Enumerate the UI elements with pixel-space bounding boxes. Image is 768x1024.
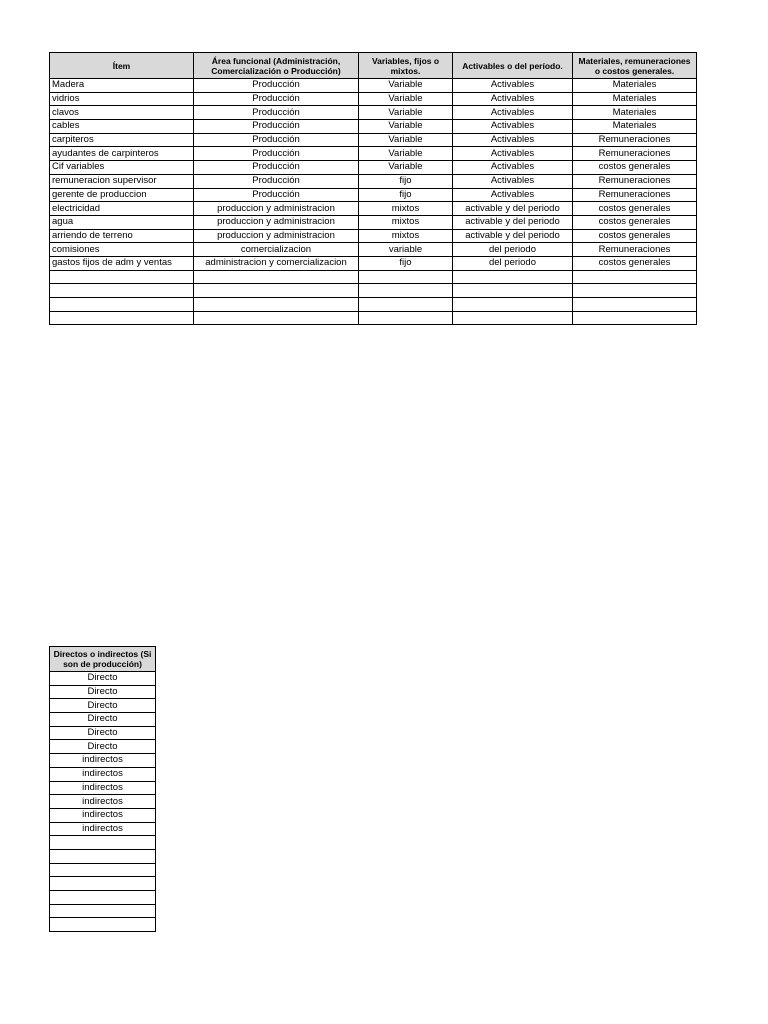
cell-direct-indirect[interactable] bbox=[50, 836, 156, 850]
table-row bbox=[50, 270, 697, 284]
cell-cost-type[interactable]: Remuneraciones bbox=[573, 174, 697, 188]
cell-functional-area[interactable]: produccion y administracion bbox=[194, 215, 359, 229]
table-row bbox=[50, 672, 156, 686]
cell-behavior[interactable]: Variable bbox=[359, 133, 453, 147]
table-row bbox=[50, 202, 697, 216]
header-capitalizable: Activables o del período. bbox=[453, 53, 573, 79]
cell-item[interactable]: electricidad bbox=[50, 202, 194, 216]
table-row bbox=[50, 863, 156, 877]
cell-capitalizable[interactable]: Activables bbox=[453, 120, 573, 134]
cell-functional-area[interactable]: Producción bbox=[194, 79, 359, 93]
cell-behavior[interactable]: mixtos bbox=[359, 229, 453, 243]
cell-functional-area[interactable]: produccion y administracion bbox=[194, 202, 359, 216]
cell-functional-area[interactable]: Producción bbox=[194, 133, 359, 147]
cell-item[interactable] bbox=[50, 270, 194, 284]
cell-direct-indirect[interactable]: indirectos bbox=[50, 781, 156, 795]
cell-direct-indirect[interactable]: indirectos bbox=[50, 754, 156, 768]
cell-capitalizable[interactable]: del periodo bbox=[453, 256, 573, 270]
cell-direct-indirect[interactable] bbox=[50, 863, 156, 877]
cell-behavior[interactable]: Variable bbox=[359, 147, 453, 161]
cell-item[interactable]: remuneracion supervisor bbox=[50, 174, 194, 188]
cell-behavior[interactable]: Variable bbox=[359, 92, 453, 106]
cell-direct-indirect[interactable]: indirectos bbox=[50, 808, 156, 822]
cell-item[interactable]: ayudantes de carpinteros bbox=[50, 147, 194, 161]
table-row bbox=[50, 767, 156, 781]
table-row bbox=[50, 133, 697, 147]
table-row bbox=[50, 685, 156, 699]
table-row bbox=[50, 849, 156, 863]
cell-functional-area[interactable]: Producción bbox=[194, 120, 359, 134]
cell-cost-type[interactable]: Remuneraciones bbox=[573, 243, 697, 257]
cell-direct-indirect[interactable] bbox=[50, 904, 156, 918]
table-row bbox=[50, 147, 697, 161]
cell-capitalizable[interactable]: Activables bbox=[453, 133, 573, 147]
header-cost-type: Materiales, remuneraciones o costos generales. bbox=[573, 53, 697, 79]
cell-cost-type[interactable] bbox=[573, 298, 697, 312]
cell-behavior[interactable]: mixtos bbox=[359, 215, 453, 229]
header-direct-indirect: Directos o indirectos (Si son de producción) bbox=[50, 647, 156, 672]
cell-direct-indirect[interactable] bbox=[50, 891, 156, 905]
table-row bbox=[50, 754, 156, 768]
cell-direct-indirect[interactable]: Directo bbox=[50, 713, 156, 727]
cell-item[interactable]: gastos fijos de adm y ventas bbox=[50, 256, 194, 270]
table-row bbox=[50, 836, 156, 850]
table-row bbox=[50, 699, 156, 713]
cell-item[interactable]: arriendo de terreno bbox=[50, 229, 194, 243]
cell-capitalizable[interactable]: Activables bbox=[453, 188, 573, 202]
table-row bbox=[50, 161, 697, 175]
cell-cost-type[interactable] bbox=[573, 311, 697, 325]
cell-capitalizable[interactable] bbox=[453, 298, 573, 312]
cell-functional-area[interactable]: Producción bbox=[194, 174, 359, 188]
cell-functional-area[interactable]: Producción bbox=[194, 161, 359, 175]
cell-cost-type[interactable]: costos generales bbox=[573, 161, 697, 175]
cell-functional-area[interactable]: comercializacion bbox=[194, 243, 359, 257]
table-row bbox=[50, 781, 156, 795]
cell-item[interactable] bbox=[50, 311, 194, 325]
cell-cost-type[interactable]: Materiales bbox=[573, 106, 697, 120]
cell-cost-type[interactable]: Remuneraciones bbox=[573, 147, 697, 161]
header-functional-area: Área funcional (Administración, Comercialización o Producción) bbox=[194, 53, 359, 79]
table-row bbox=[50, 298, 697, 312]
cell-cost-type[interactable] bbox=[573, 270, 697, 284]
cell-functional-area[interactable] bbox=[194, 298, 359, 312]
table-row bbox=[50, 311, 697, 325]
table-row bbox=[50, 92, 697, 106]
cell-item[interactable]: Cif variables bbox=[50, 161, 194, 175]
cell-behavior[interactable]: variable bbox=[359, 243, 453, 257]
cell-behavior[interactable]: Variable bbox=[359, 106, 453, 120]
header-behavior: Variables, fijos o mixtos. bbox=[359, 53, 453, 79]
cell-capitalizable[interactable]: activable y del periodo bbox=[453, 215, 573, 229]
cell-behavior[interactable]: Variable bbox=[359, 120, 453, 134]
table-row bbox=[50, 904, 156, 918]
cell-item[interactable]: gerente de produccion bbox=[50, 188, 194, 202]
cell-cost-type[interactable]: costos generales bbox=[573, 256, 697, 270]
header-item: Ítem bbox=[50, 53, 194, 79]
cell-functional-area[interactable]: Producción bbox=[194, 188, 359, 202]
cell-capitalizable[interactable]: Activables bbox=[453, 174, 573, 188]
cell-direct-indirect[interactable]: Directo bbox=[50, 699, 156, 713]
cell-capitalizable[interactable]: Activables bbox=[453, 92, 573, 106]
cell-item[interactable]: agua bbox=[50, 215, 194, 229]
cell-behavior[interactable] bbox=[359, 311, 453, 325]
cell-capitalizable[interactable]: activable y del periodo bbox=[453, 202, 573, 216]
cell-item[interactable] bbox=[50, 298, 194, 312]
cell-behavior[interactable]: fijo bbox=[359, 174, 453, 188]
cell-direct-indirect[interactable]: Directo bbox=[50, 672, 156, 686]
cell-cost-type[interactable]: Materiales bbox=[573, 92, 697, 106]
cell-capitalizable[interactable]: Activables bbox=[453, 147, 573, 161]
cell-direct-indirect[interactable] bbox=[50, 877, 156, 891]
table-row bbox=[50, 243, 697, 257]
table-row bbox=[50, 713, 156, 727]
cell-capitalizable[interactable] bbox=[453, 284, 573, 298]
table-row bbox=[50, 229, 697, 243]
table-row bbox=[50, 215, 697, 229]
cell-direct-indirect[interactable]: Directo bbox=[50, 685, 156, 699]
table-row bbox=[50, 822, 156, 836]
cell-item[interactable]: comisiones bbox=[50, 243, 194, 257]
cell-item[interactable]: clavos bbox=[50, 106, 194, 120]
cell-functional-area[interactable]: administracion y comercializacion bbox=[194, 256, 359, 270]
cell-capitalizable[interactable]: del periodo bbox=[453, 243, 573, 257]
cell-capitalizable[interactable] bbox=[453, 270, 573, 284]
cell-functional-area[interactable] bbox=[194, 284, 359, 298]
cell-direct-indirect[interactable] bbox=[50, 849, 156, 863]
cell-cost-type[interactable]: costos generales bbox=[573, 202, 697, 216]
cell-cost-type[interactable]: Remuneraciones bbox=[573, 133, 697, 147]
table-header-row bbox=[50, 647, 156, 672]
table-row bbox=[50, 726, 156, 740]
cell-capitalizable[interactable]: Activables bbox=[453, 161, 573, 175]
cell-functional-area[interactable] bbox=[194, 270, 359, 284]
cell-behavior[interactable]: fijo bbox=[359, 256, 453, 270]
table-row bbox=[50, 256, 697, 270]
cell-cost-type[interactable]: Remuneraciones bbox=[573, 188, 697, 202]
cell-functional-area[interactable]: Producción bbox=[194, 147, 359, 161]
cell-direct-indirect[interactable]: indirectos bbox=[50, 822, 156, 836]
cell-item[interactable] bbox=[50, 284, 194, 298]
cell-functional-area[interactable]: produccion y administracion bbox=[194, 229, 359, 243]
cell-cost-type[interactable]: costos generales bbox=[573, 215, 697, 229]
cell-behavior[interactable]: mixtos bbox=[359, 202, 453, 216]
cell-behavior[interactable]: Variable bbox=[359, 79, 453, 93]
cell-behavior[interactable]: fijo bbox=[359, 188, 453, 202]
cell-behavior[interactable]: Variable bbox=[359, 161, 453, 175]
cell-cost-type[interactable]: costos generales bbox=[573, 229, 697, 243]
table-row bbox=[50, 891, 156, 905]
table-row bbox=[50, 740, 156, 754]
cell-functional-area[interactable]: Producción bbox=[194, 106, 359, 120]
cell-direct-indirect[interactable]: Directo bbox=[50, 726, 156, 740]
cell-direct-indirect[interactable] bbox=[50, 918, 156, 932]
cell-functional-area[interactable] bbox=[194, 311, 359, 325]
cell-direct-indirect[interactable]: Directo bbox=[50, 740, 156, 754]
table-row bbox=[50, 174, 697, 188]
table-row bbox=[50, 795, 156, 809]
cell-cost-type[interactable]: Materiales bbox=[573, 120, 697, 134]
cell-item[interactable]: carpiteros bbox=[50, 133, 194, 147]
table-row bbox=[50, 106, 697, 120]
table-row bbox=[50, 284, 697, 298]
cell-item[interactable]: Madera bbox=[50, 79, 194, 93]
cell-capitalizable[interactable] bbox=[453, 311, 573, 325]
cell-cost-type[interactable]: Materiales bbox=[573, 79, 697, 93]
cell-cost-type[interactable] bbox=[573, 284, 697, 298]
cell-behavior[interactable] bbox=[359, 270, 453, 284]
table-row bbox=[50, 120, 697, 134]
table-row bbox=[50, 877, 156, 891]
direct-indirect-table bbox=[49, 646, 156, 932]
cell-capitalizable[interactable]: activable y del periodo bbox=[453, 229, 573, 243]
table-row bbox=[50, 188, 697, 202]
cell-behavior[interactable] bbox=[359, 284, 453, 298]
cell-direct-indirect[interactable]: indirectos bbox=[50, 795, 156, 809]
cell-item[interactable]: vidrios bbox=[50, 92, 194, 106]
cell-behavior[interactable] bbox=[359, 298, 453, 312]
cost-classification-table bbox=[49, 52, 697, 325]
cell-functional-area[interactable]: Producción bbox=[194, 92, 359, 106]
table-row bbox=[50, 808, 156, 822]
cell-direct-indirect[interactable]: indirectos bbox=[50, 767, 156, 781]
table-row bbox=[50, 79, 697, 93]
table-row bbox=[50, 918, 156, 932]
cell-capitalizable[interactable]: Activables bbox=[453, 106, 573, 120]
cell-item[interactable]: cables bbox=[50, 120, 194, 134]
table-header-row bbox=[50, 53, 697, 79]
cell-capitalizable[interactable]: Activables bbox=[453, 79, 573, 93]
